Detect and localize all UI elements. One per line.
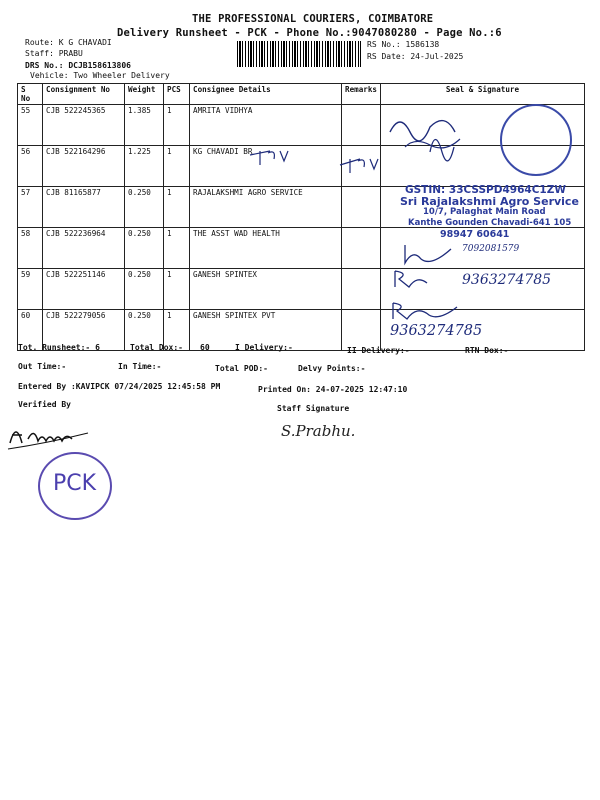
delvy-points: Delvy Points:- xyxy=(298,364,366,373)
printed-on: Printed On: 24-07-2025 12:47:10 xyxy=(258,385,408,394)
cell-consignment: CJB 522164296 xyxy=(43,146,125,187)
cell-weight: 0.250 xyxy=(125,269,164,310)
cell-weight: 0.250 xyxy=(125,187,164,228)
cell-sno: 58 xyxy=(18,228,43,269)
cell-consignment: CJB 522251146 xyxy=(43,269,125,310)
rs-date: RS Date: 24-Jul-2025 xyxy=(367,52,464,61)
cell-weight: 0.250 xyxy=(125,310,164,351)
staff-signature-label: Staff Signature xyxy=(277,404,350,413)
stamp-city: Kanthe Gounden Chavadi-641 105 xyxy=(408,218,572,228)
cell-pcs: 1 xyxy=(164,269,190,310)
cell-consignee: KG CHAVADI BR xyxy=(190,146,342,187)
barcode xyxy=(237,41,361,67)
rs-number: RS No.: 1586138 xyxy=(367,40,440,49)
col-sno: S No xyxy=(18,84,43,105)
in-time: In Time:- xyxy=(118,362,162,371)
cell-remarks xyxy=(342,310,381,351)
total-runsheet: Tot. Runsheet:- 6 xyxy=(18,343,100,352)
cell-pcs: 1 xyxy=(164,187,190,228)
total-dox-label: Total Dox:- xyxy=(130,343,183,352)
out-time: Out Time:- xyxy=(18,362,67,371)
rtn-dox: RTN Dox:- xyxy=(465,346,509,355)
col-signature: Seal & Signature xyxy=(381,84,585,105)
cell-pcs: 1 xyxy=(164,310,190,351)
table-row xyxy=(18,310,585,351)
cell-remarks xyxy=(342,269,381,310)
cell-consignment: CJB 522245365 xyxy=(43,105,125,146)
cell-remarks xyxy=(342,187,381,228)
cell-sno: 56 xyxy=(18,146,43,187)
handwritten-phone-59: 9363274785 xyxy=(462,272,552,288)
cell-pcs: 1 xyxy=(164,105,190,146)
handwritten-phone-60: 9363274785 xyxy=(390,323,483,339)
cell-sno: 59 xyxy=(18,269,43,310)
col-weight: Weight xyxy=(125,84,164,105)
cell-consignment: CJB 81165877 xyxy=(43,187,125,228)
runsheet-subtitle: Delivery Runsheet - PCK - Phone No.:9047080280 - Page No.:6 xyxy=(117,27,502,39)
col-pcs: PCS xyxy=(164,84,190,105)
cell-consignee: AMRITA VIDHYA xyxy=(190,105,342,146)
stamp-address: 10/7, Palaghat Main Road xyxy=(423,207,546,217)
ii-delivery: II Delivery:- xyxy=(347,346,410,355)
drs-number: DRS No.: DCJB158613806 xyxy=(25,61,131,70)
cell-consignment: CJB 522279056 xyxy=(43,310,125,351)
cell-sno: 55 xyxy=(18,105,43,146)
signature-row-60 xyxy=(388,298,468,323)
cell-weight: 0.250 xyxy=(125,228,164,269)
cell-consignee: THE ASST WAD HEALTH xyxy=(190,228,342,269)
col-consignee: Consignee Details xyxy=(190,84,342,105)
cell-weight: 1.225 xyxy=(125,146,164,187)
cell-consignee: RAJALAKSHMI AGRO SERVICE xyxy=(190,187,342,228)
total-pod: Total POD:- xyxy=(215,364,268,373)
staff-text: Staff: PRABU xyxy=(25,49,83,58)
col-remarks: Remarks xyxy=(342,84,381,105)
cell-sno: 57 xyxy=(18,187,43,228)
pck-stamp-text: PCK xyxy=(53,471,97,496)
cell-weight: 1.385 xyxy=(125,105,164,146)
signature-row-59 xyxy=(390,265,450,295)
i-delivery: I Delivery:- xyxy=(235,343,293,352)
verified-by-label: Verified By xyxy=(18,400,71,409)
col-consignment: Consignment No xyxy=(43,84,125,105)
total-dox-value: 60 xyxy=(200,343,210,352)
company-title: THE PROFESSIONAL COURIERS, COIMBATORE xyxy=(192,13,434,25)
verifier-signature xyxy=(4,415,94,455)
cell-consignee: GANESH SPINTEX PVT xyxy=(190,310,342,351)
handwritten-phone-58: 7092081579 xyxy=(462,244,520,254)
cell-remarks xyxy=(342,228,381,269)
stamp-phone: 98947 60641 xyxy=(440,229,510,240)
signature-row-55 xyxy=(385,102,585,182)
vehicle-text: Vehicle: Two Wheeler Delivery xyxy=(30,71,170,80)
cell-pcs: 1 xyxy=(164,146,190,187)
stamp-name: Sri Rajalakshmi Agro Service xyxy=(400,195,579,208)
cell-sno: 60 xyxy=(18,310,43,351)
route-text: Route: K G CHAVADI xyxy=(25,38,112,47)
stamp-gstin: GSTIN: 33CSSPD4964C1ZW xyxy=(405,184,566,196)
entered-by: Entered By :KAVIPCK 07/24/2025 12:45:58 PM xyxy=(18,382,221,391)
staff-signature-hand: S.Prabhu. xyxy=(281,422,356,440)
remarks-scribble xyxy=(240,140,410,180)
cell-consignee: GANESH SPINTEX xyxy=(190,269,342,310)
cell-pcs: 1 xyxy=(164,228,190,269)
cell-consignment: CJB 522236964 xyxy=(43,228,125,269)
